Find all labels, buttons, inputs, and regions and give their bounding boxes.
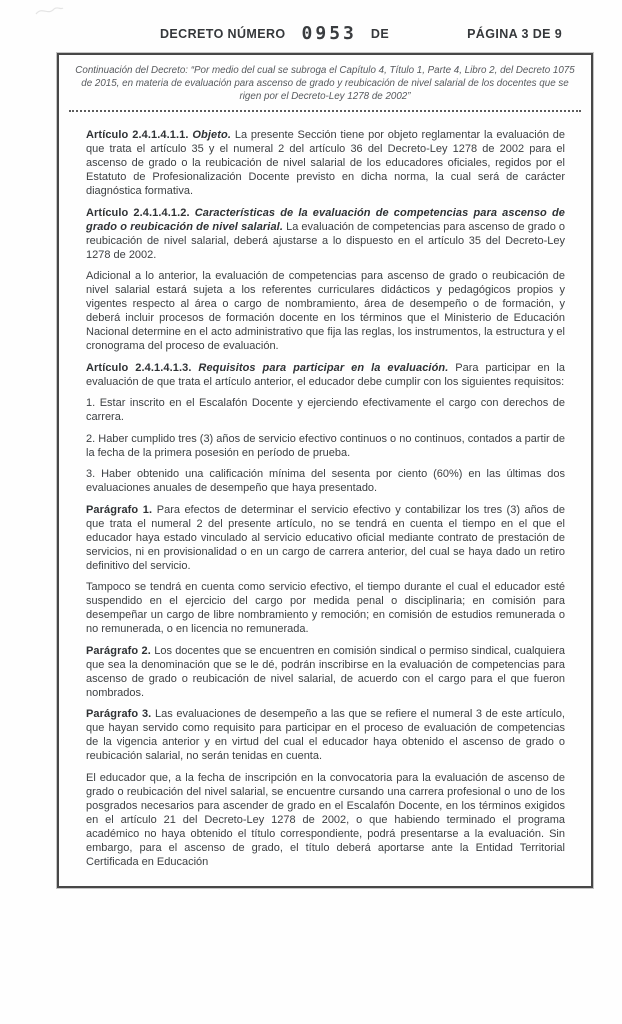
decree-de-label: DE (370, 27, 390, 41)
paragraph-lead-bold-italic: Requisitos para participar en la evaluación. (198, 361, 456, 374)
dashed-separator (69, 110, 581, 112)
paragraph-lead-bold: Parágrafo 2. (86, 644, 155, 657)
paragraph: Artículo 2.4.1.4.1.1. Objeto. La presente Sección tiene por objeto reglamentar la evaluación de que trata el artículo 35 y el numeral 2 del artículo 36 del Decreto-Ley 1278 de 2002 para el ascenso de grado o la reubicación de nivel salarial de los educadores oficiales, regidos por el Estatuto de Profesionalización Docente previsto en dicha norma, la cual será de carácter diagnóstica formativa. (86, 129, 565, 197)
paragraph: 3. Haber obtenido una calificación mínima del sesenta por ciento (60%) en las últimas dos evaluaciones anuales de desempeño que haya presentado. (86, 468, 565, 494)
paragraph-lead-bold-italic: Características de la evaluación de competencias para ascenso de grado o reubicación de nivel salarial. (86, 206, 565, 233)
document-paragraphs (86, 128, 565, 869)
page-number-label: PÁGINA 3 DE 9 (467, 27, 563, 41)
paragraph: Artículo 2.4.1.4.1.2. Características de la evaluación de competencias para ascenso de grado o reubicación de nivel salarial. La evaluación de competencias para ascenso de grado o reubicación de nivel salarial, deberá ajustarse a lo dispuesto en el artículo 35 del Decreto-Ley 1278 de 2002. (86, 206, 565, 261)
decree-number-stamp: 0953 (301, 23, 357, 44)
paragraph: Tampoco se tendrá en cuenta como servicio efectivo, el tiempo durante el cual el educador esté suspendido en el ejercicio del cargo por medida penal o disciplinaria; en comisión para desempeñar un cargo de libre nombramiento y remoción; en comisión de estudios remunerada o no remunerada, o en licencia no remunerada. (86, 581, 565, 635)
page-header (0, 22, 622, 43)
paragraph-lead-bold: Parágrafo 3. (86, 708, 156, 720)
paragraph: Artículo 2.4.1.4.1.3. Requisitos para participar en la evaluación. Para participar en la evaluación de que trata el artículo anterior, el educador debe cumplir con los siguientes requisitos: (86, 361, 565, 388)
paragraph: 1. Estar inscrito en el Escalafón Docente y ejerciendo efectivamente el cargo con derechos de carrera. (86, 397, 565, 423)
paragraph: 2. Haber cumplido tres (3) años de servicio efectivo continuos o no continuos, contados a partir de la fecha de la primera posesión en período de prueba. (86, 432, 565, 459)
continuation-notice: Continuación del Decreto: “Por medio del cual se subroga el Capítulo 4, Título 1, Parte 4, Libro 2, del Decreto 1075 de 2015, en materia de evaluación para ascenso de grado y reubicación de nivel salarial de los docentes que se rigen por el Decreto-Ley 1278 de 2002” (75, 65, 575, 102)
paragraph-lead-bold: Artículo 2.4.1.4.1.2. (86, 206, 195, 219)
paragraph: Adicional a lo anterior, la evaluación de competencias para ascenso de grado o reubicación de nivel salarial estará sujeta a los referentes curriculares didácticos y pedagógicos propios y vigentes respecto al área o cargo de nombramiento, área de desempeño o de formación, y deberá incluir procesos de formación docente en los términos que el Ministerio de Educación Nacional determine en el acto administrativo que fija las reglas, los instrumentos, la estructura y el cronograma del proceso de evaluación. (86, 270, 565, 352)
document-frame (57, 53, 593, 888)
paragraph-lead-bold: Artículo 2.4.1.4.1.1. (86, 129, 193, 141)
paragraph: Parágrafo 3. Las evaluaciones de desempeño a las que se refiere el numeral 3 de este artículo, que hayan servido como requisito para participar en el proceso de evaluación de competencias de la vigencia anterior y en virtud del cual el educador haya obtenido el ascenso de grado o reubicación salarial, no serán tenidas en cuenta. (86, 708, 565, 762)
decree-title-label: DECRETO NÚMERO (160, 27, 286, 41)
paragraph-lead-bold: Parágrafo 1. (86, 503, 157, 516)
scan-artifact-mark (34, 4, 64, 18)
paragraph: Parágrafo 1. Para efectos de determinar el servicio efectivo y contabilizar los tres (3) años de que trata el numeral 2 del presente artículo, no se tendrá en cuenta el tiempo en el que el educador haya estado vinculado al servicio educativo oficial mediante contrato de prestación de servicios, ni en provisionalidad o en un cargo de carrera anterior, del cual se haya dado un retiro definitivo del servicio. (86, 503, 565, 572)
paragraph-lead-bold: Artículo 2.4.1.4.1.3. (86, 361, 199, 374)
paragraph: Parágrafo 2. Los docentes que se encuentren en comisión sindical o permiso sindical, cualquiera que sea la denominación que se le dé, podrán inscribirse en la evaluación de competencias para ascenso de grado o reubicación de nivel salarial, de acuerdo con el cargo para el que fueron nombrados. (86, 644, 565, 699)
paragraph-lead-bold-italic: Objeto. (192, 129, 235, 141)
paragraph: El educador que, a la fecha de inscripción en la convocatoria para la evaluación de ascenso de grado o reubicación del nivel salarial, se encuentre cursando una carrera profesional o uno de los posgrados necesarios para ascender de grado en el Escalafón Docente, en los términos exigidos en el artículo 21 del Decreto-Ley 1278 de 2002, o que habiendo terminado el programa académico no haya obtenido el título correspondiente, podrá presentarse a la evaluación. Sin embargo, para el ascenso de grado, el título deberá aportarse ante la Entidad Territorial Certificada en Educación (86, 771, 565, 868)
